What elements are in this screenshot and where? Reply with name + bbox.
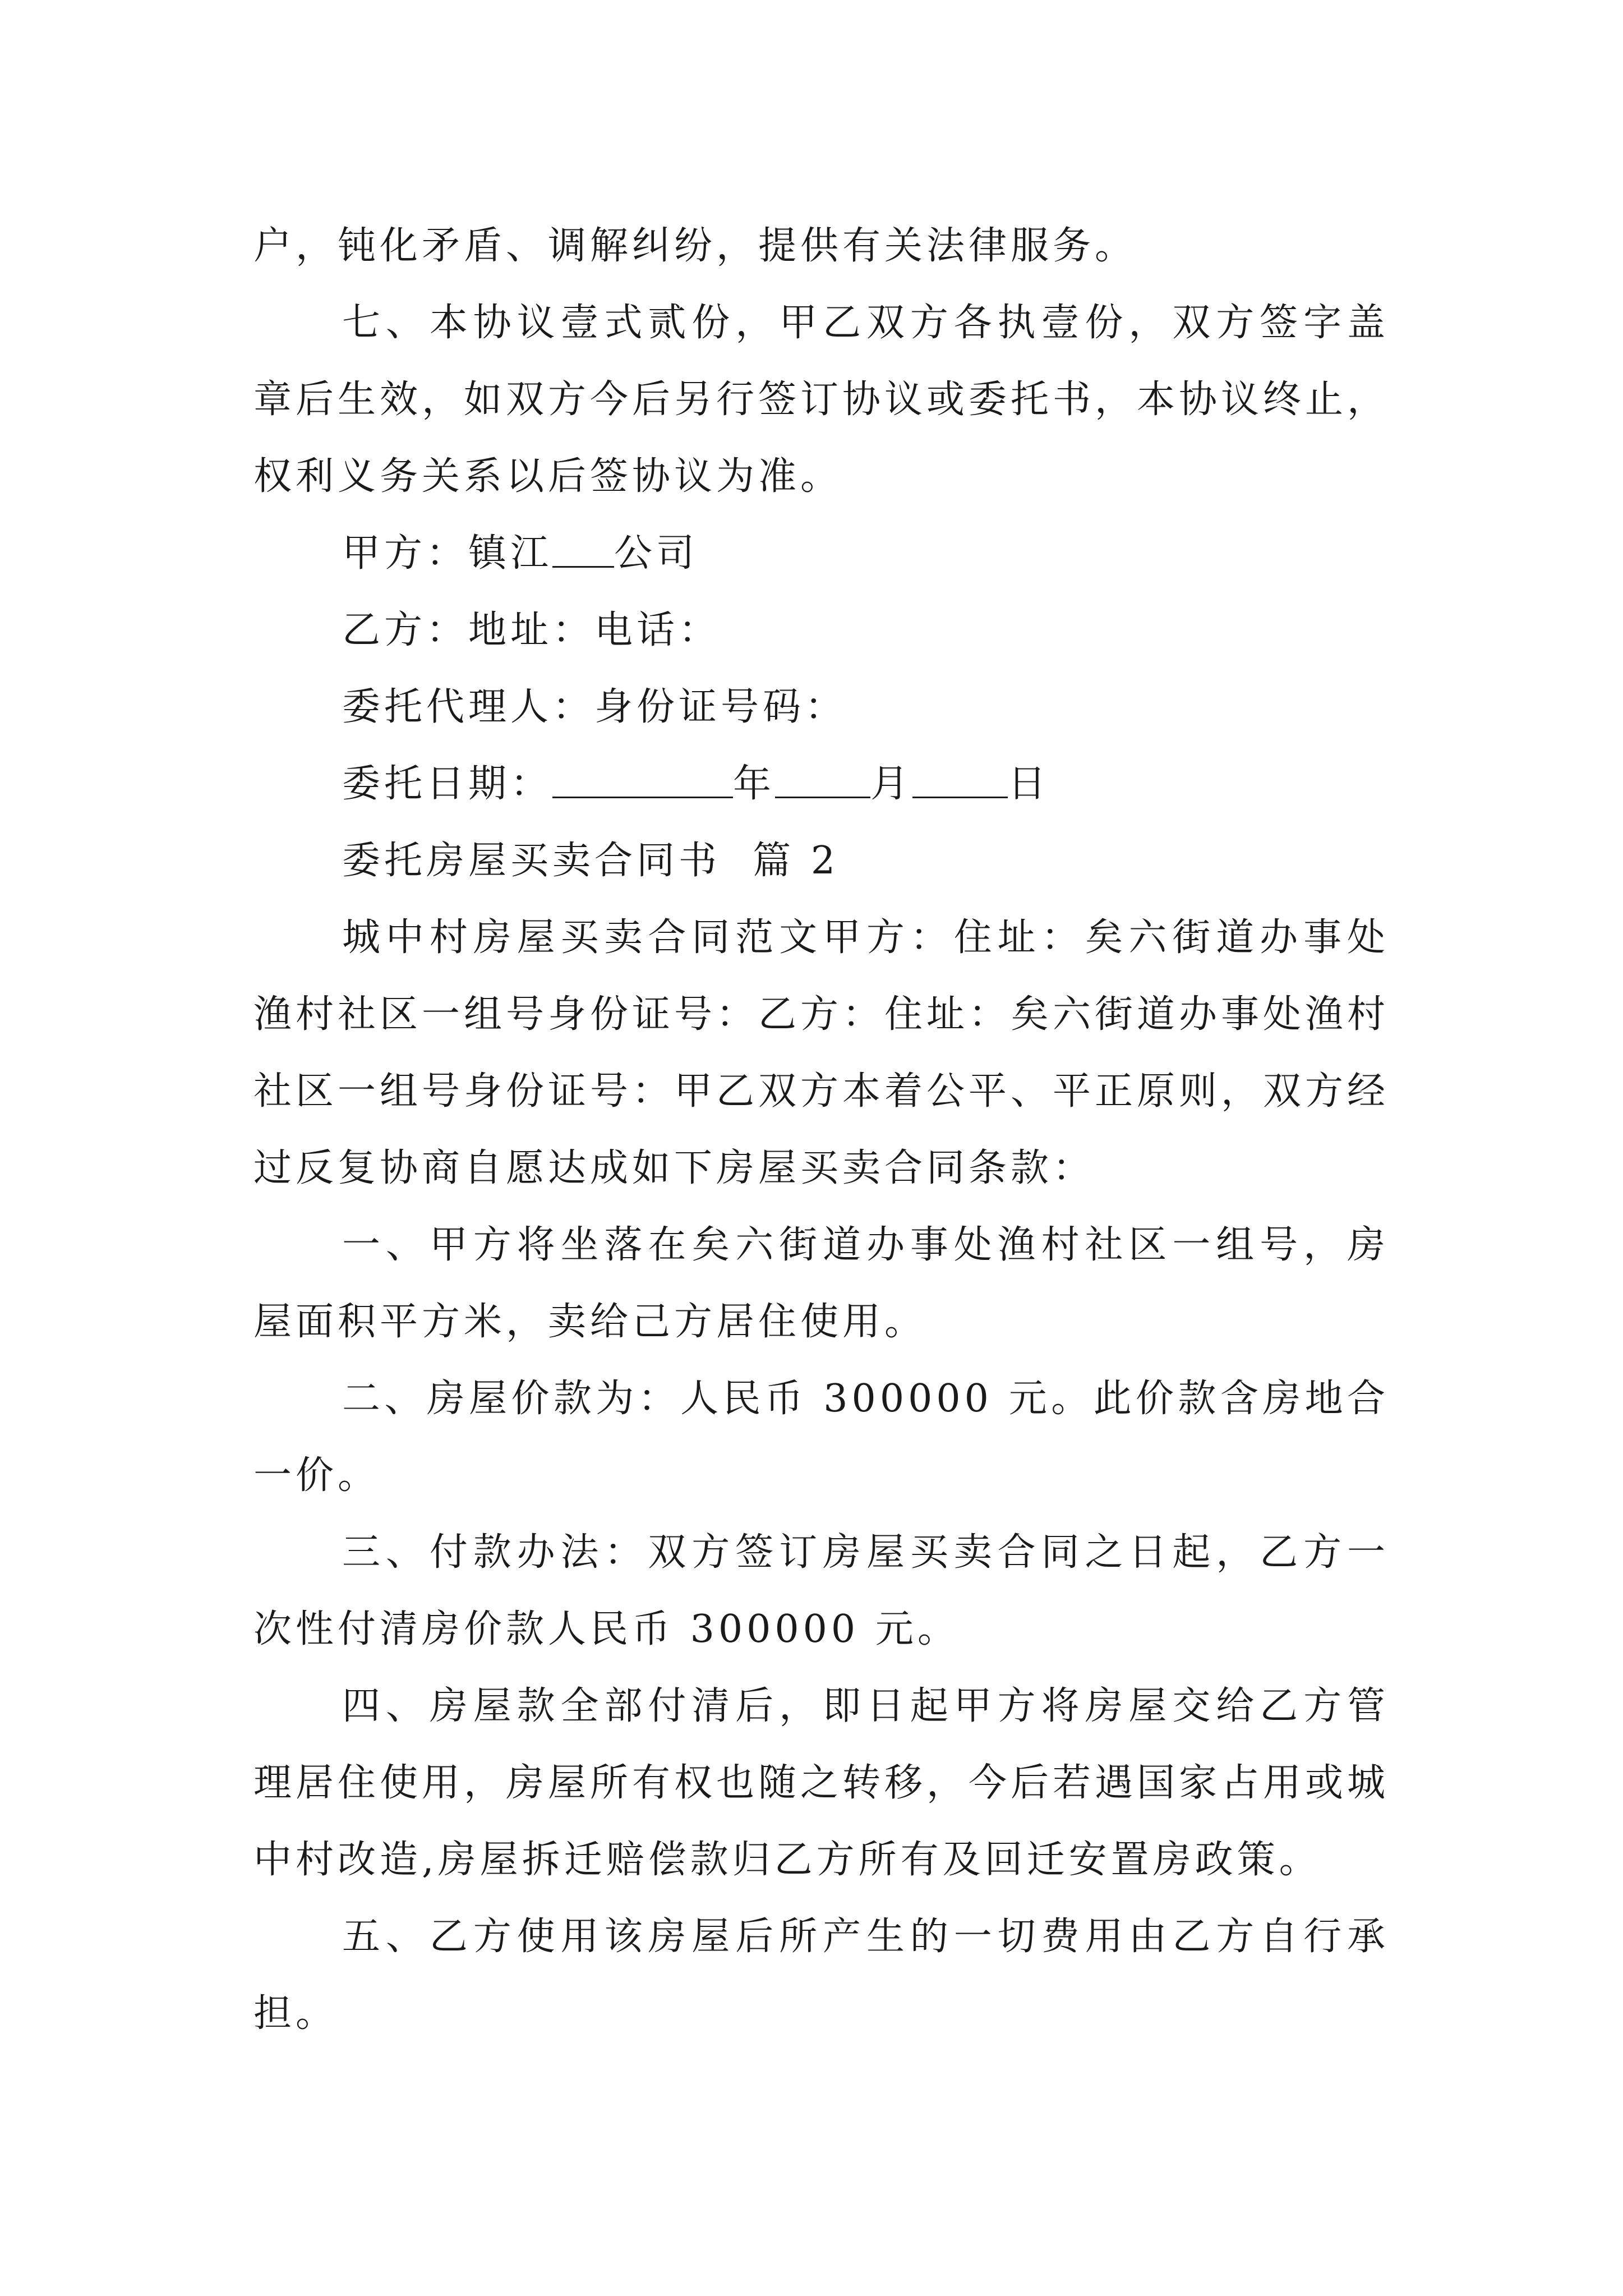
paragraph-clause-seven: 七、本协议壹式贰份，甲乙双方各执壹份，双方签字盖章后生效，如双方今后另行签订协议或委托书，本协议终止，权利义务关系以后签协议为准。 <box>253 301 1390 499</box>
body-paragraph-clause-four: 四、房屋款全部付清后，即日起甲方将房屋交给乙方管理居住使用，房屋所有权也随之转移，今后若遇国家占用或城中村改造,房屋拆迁赔偿款归乙方所有及回迁安置房政策。 <box>253 1684 1390 1882</box>
document-body <box>253 208 1389 2052</box>
party-a-blank <box>552 530 614 568</box>
day-label: 日 <box>1008 762 1050 806</box>
month-label: 月 <box>870 762 913 806</box>
body-paragraph-intro: 城中村房屋买卖合同范文甲方：住址：矣六街道办事处渔村社区一组号身份证号：乙方：住址：矣六街道办事处渔村社区一组号身份证号：甲乙双方本着公平、平正原则，双方经过反复协商自愿达成如下房屋买卖合同条款： <box>253 915 1390 1190</box>
party-a-label: 甲方：镇江 <box>342 531 553 576</box>
date-line <box>253 746 1389 822</box>
agent-line: 委托代理人：身份证号码： <box>342 685 847 729</box>
party-a-suffix: 公司 <box>614 531 699 576</box>
body-paragraph-clause-one: 一、甲方将坐落在矣六街道办事处渔村社区一组号，房屋面积平方米，卖给己方居住使用。 <box>253 1223 1389 1344</box>
body-paragraph-clause-three: 三、付款办法：双方签订房屋买卖合同之日起，乙方一次性付清房价款人民币 300000 元。 <box>253 1530 1389 1651</box>
party-a-line <box>253 515 1389 592</box>
party-b-line: 乙方：地址：电话： <box>342 608 721 652</box>
body-paragraph-clause-two: 二、房屋价款为：人民币 300000 元。此价款含房地合一价。 <box>253 1377 1389 1498</box>
section-title: 委托房屋买卖合同书 篇 2 <box>342 839 840 883</box>
year-label: 年 <box>733 762 776 806</box>
body-paragraph-clause-five: 五、乙方使用该房屋后所产生的一切费用由乙方自行承担。 <box>253 1915 1389 2036</box>
year-blank <box>552 761 733 799</box>
day-blank <box>912 761 1008 799</box>
date-label: 委托日期： <box>342 762 553 806</box>
paragraph-continuation: 户，钝化矛盾、调解纠纷，提供有关法律服务。 <box>253 224 1137 268</box>
month-blank <box>775 761 870 799</box>
